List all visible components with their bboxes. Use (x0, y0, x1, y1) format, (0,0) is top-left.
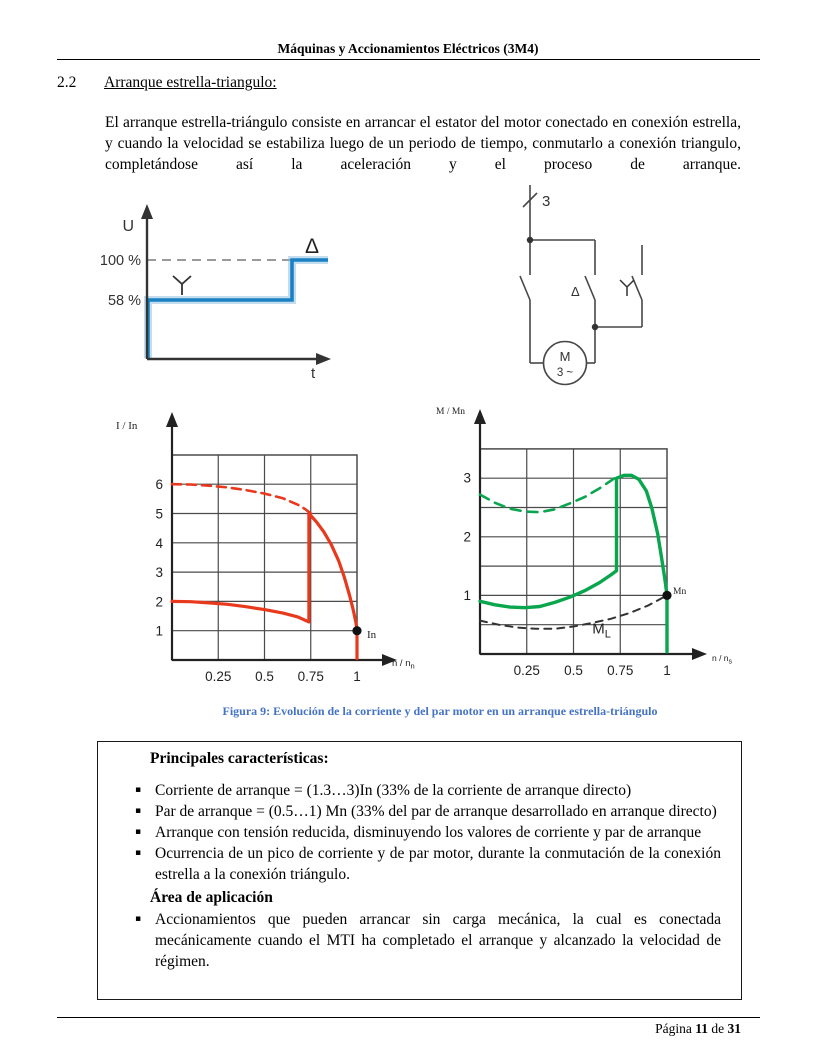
header-divider (57, 59, 760, 60)
current-y-arrow (166, 412, 178, 427)
section-title: Arranque estrella-triangulo: (104, 74, 277, 91)
section-heading (57, 74, 277, 92)
bullet-text: Arranque con tensión reducida, disminuyendo los valores de corriente y par de arranque (155, 824, 702, 841)
motor-letter: M (559, 349, 571, 364)
svg-text:0.25: 0.25 (205, 669, 232, 684)
list-item (98, 801, 741, 822)
square-bullet-icon: ▪ (135, 914, 142, 924)
intro-paragraph: El arranque estrella-triángulo consiste en arrancar el estator del motor conectado en conexión estrella, y cuando la velocidad se estabiliza luego de un periodo de tiempo, conmutarlo a conexión triangulo, completándose así la aceleración y el proceso de arranque. (105, 114, 741, 173)
phase-count-label: 3 (542, 193, 551, 210)
series-corriente-arranque-directo-referencia- (172, 484, 311, 513)
junction-dot (527, 237, 533, 243)
current-series (172, 484, 362, 658)
svg-text:1: 1 (155, 623, 163, 639)
section-number: 2.2 (57, 74, 77, 91)
current-chart (100, 403, 430, 703)
svg-text:3: 3 (155, 565, 163, 581)
footer-of: de (711, 1021, 725, 1036)
voltage-axis-label: U (122, 218, 134, 235)
full-voltage-label: 100 % (100, 253, 141, 269)
delta-contactor-label: Δ (571, 284, 580, 299)
torque-chart (428, 398, 768, 698)
list-item (98, 843, 741, 885)
svg-text:4: 4 (155, 535, 163, 551)
star-delta-circuit-diagram (480, 185, 710, 397)
rated-torque-label: Mn (673, 587, 687, 597)
bullet-text: Accionamientos que pueden arrancar sin carga mecánica, la cual es conectada mecánicamente cuando el MTI ha completado el arranque y alcanzado la velocidad de régimen. (155, 911, 721, 970)
junction-dot (592, 324, 598, 330)
current-chart-grid (172, 455, 357, 660)
voltage-step-line (148, 260, 328, 358)
svg-text:0.25: 0.25 (513, 663, 540, 678)
page-header-title: Máquinas y Accionamientos Eléctricos (3M4) (277, 41, 539, 56)
characteristics-box (97, 741, 742, 1000)
star-contactor-icon (620, 280, 634, 296)
footer-divider (57, 1017, 760, 1018)
marker-dot (662, 591, 671, 600)
torque-xtick-labels (514, 663, 671, 678)
bullet-text: Par de arranque = (0.5…1) Mn (33% del par de arranque desarrollado en arranque directo) (155, 803, 717, 820)
svg-text:6: 6 (155, 477, 163, 493)
list-item (98, 780, 741, 801)
torque-ytick-labels (463, 471, 471, 603)
characteristics-heading: Principales características: (150, 750, 329, 767)
svg-text:3: 3 (463, 470, 471, 486)
star-voltage-label: 58 % (107, 293, 141, 309)
square-bullet-icon: ▪ (135, 806, 142, 816)
characteristics-list (98, 780, 741, 885)
torque-ylabel: M / Mn (436, 407, 466, 417)
square-bullet-icon: ▪ (135, 827, 142, 837)
svg-text:1: 1 (463, 587, 471, 603)
current-xtick-labels (205, 669, 361, 684)
motor-phases: 3 ~ (556, 367, 574, 379)
delta-symbol: Δ (305, 235, 320, 258)
footer-label: Página (655, 1021, 692, 1036)
voltage-step-halo (148, 260, 328, 358)
svg-text:1: 1 (353, 669, 361, 684)
square-bullet-icon: ▪ (135, 785, 142, 795)
current-ytick-labels (155, 477, 163, 639)
time-axis-label: t (311, 365, 316, 382)
torque-xlabel: n / $n_s$ (712, 653, 733, 666)
footer-total-pages: 31 (727, 1021, 741, 1036)
application-list (98, 909, 741, 972)
figure-caption: Figura 9: Evolución de la corriente y del par motor en un arranque estrella-triángulo (222, 704, 658, 718)
svg-text:1: 1 (663, 663, 671, 678)
star-symbol-icon (173, 276, 191, 295)
bullet-text: Corriente de arranque = (1.3…3)In (33% de la corriente de arranque directo) (155, 782, 632, 799)
list-item (98, 909, 741, 972)
current-ylabel: I / In (116, 420, 138, 432)
page-number (655, 1021, 741, 1037)
svg-text:0.5: 0.5 (255, 669, 274, 684)
svg-text:2: 2 (155, 594, 163, 610)
current-xlabel: n / $n_n$ (392, 658, 415, 671)
svg-text:5: 5 (155, 506, 163, 522)
svg-text:2: 2 (463, 529, 471, 545)
square-bullet-icon: ▪ (135, 848, 142, 858)
svg-text:0.5: 0.5 (564, 663, 583, 678)
footer-page-number: 11 (695, 1021, 708, 1036)
torque-y-arrow (474, 409, 486, 424)
svg-text:0.75: 0.75 (297, 669, 324, 684)
voltage-time-diagram (100, 200, 420, 390)
list-item (98, 822, 741, 843)
rated-current-label: In (367, 629, 377, 641)
application-area-heading: Área de aplicación (150, 889, 273, 906)
torque-x-arrow (692, 648, 707, 660)
y-axis-arrow (141, 204, 153, 219)
x-axis-arrow (316, 353, 331, 365)
circuit-wires (520, 185, 642, 363)
svg-text:0.75: 0.75 (607, 663, 634, 678)
marker-dot (352, 626, 361, 635)
bullet-text: Ocurrencia de un pico de corriente y de par motor, durante la conmutación de la conexión estrella a la conexión triángulo. (155, 845, 721, 883)
annotation-ml: $M_L$ (592, 620, 611, 641)
